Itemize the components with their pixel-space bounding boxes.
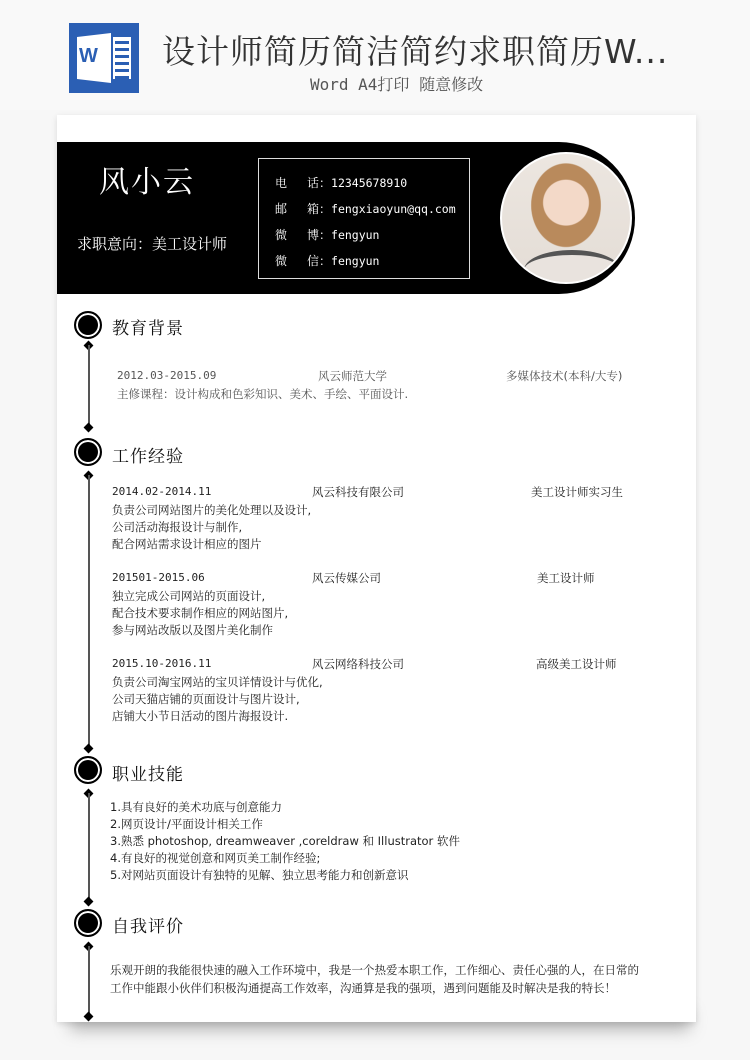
- document-subtitle: Word A4打印 随意修改: [310, 75, 484, 94]
- job-role: 美工设计师: [537, 571, 595, 585]
- job-period: 2015.10-2016.11: [112, 657, 212, 670]
- job-duty: 店铺大小节日活动的图片海报设计.: [112, 709, 289, 723]
- section-title-work: 工作经验: [112, 447, 184, 467]
- section-title-education: 教育背景: [112, 319, 184, 339]
- job-company: 风云网络科技公司: [312, 657, 404, 671]
- job-duty: 独立完成公司网站的页面设计,: [112, 589, 266, 603]
- contact-email: 邮 箱：fengxiaoyun@qq.com: [275, 202, 456, 216]
- contact-phone: 电 话：12345678910: [275, 176, 408, 190]
- job-role: 高级美工设计师: [536, 657, 617, 671]
- timeline-line: [88, 946, 90, 1016]
- skill-item: 1.具有良好的美术功底与创意能力: [110, 800, 282, 814]
- section-title-skills: 职业技能: [112, 765, 184, 785]
- preview-header: [0, 0, 750, 110]
- document-title: 设计师简历简洁简约求职简历W...: [162, 32, 669, 71]
- self-eval-line: 工作中能跟小伙伴们积极沟通提高工作效率，沟通算是我的强项，遇到问题能及时解决是我的特长！: [110, 981, 616, 995]
- timeline-dot: [84, 423, 94, 433]
- education-courses: 主修课程：设计构成和色彩知识、美术、手绘、平面设计.: [117, 387, 409, 401]
- job-period: 2014.02-2014.11: [112, 485, 212, 498]
- timeline-line: [88, 793, 90, 901]
- timeline-dot: [84, 897, 94, 907]
- job-company: 风云传媒公司: [312, 571, 381, 585]
- education-period: 2012.03-2015.09: [117, 369, 217, 382]
- job-period: 201501-2015.06: [112, 571, 205, 584]
- skill-item: 5.对网站页面设计有独特的见解、独立思考能力和创新意识: [110, 868, 409, 882]
- section-title-self-eval: 自我评价: [112, 917, 184, 937]
- job-duty: 公司活动海报设计与制作,: [112, 520, 243, 534]
- skill-item: 2.网页设计/平面设计相关工作: [110, 817, 263, 831]
- job-duty: 公司天猫店铺的页面设计与图片设计,: [112, 692, 300, 706]
- skill-item: 4.有良好的视觉创意和网页美工制作经验;: [110, 851, 321, 865]
- timeline-node-work: [74, 438, 102, 466]
- timeline-line: [88, 475, 90, 748]
- word-doc-icon: W: [69, 23, 139, 93]
- job-duty: 负责公司网站图片的美化处理以及设计,: [112, 503, 312, 517]
- timeline-node-self-eval: [74, 909, 102, 937]
- timeline-dot: [84, 1012, 94, 1022]
- job-company: 风云科技有限公司: [312, 485, 404, 499]
- job-duty: 配合网站需求设计相应的图片: [112, 537, 262, 551]
- contact-box: [258, 158, 470, 279]
- education-major: 多媒体技术(本科/大专): [506, 369, 623, 383]
- job-role: 美工设计师实习生: [531, 485, 623, 499]
- job-duty: 参与网站改版以及图片美化制作: [112, 623, 273, 637]
- timeline-node-education: [74, 311, 102, 339]
- contact-weibo: 微 博：fengyun: [275, 228, 380, 242]
- timeline-line: [88, 345, 90, 427]
- profile-photo: [500, 152, 632, 284]
- self-eval-line: 乐观开朗的我能很快速的融入工作环境中，我是一个热爱本职工作，工作细心、责任心强的人，在日常的: [110, 963, 639, 977]
- timeline-dot: [84, 744, 94, 754]
- resume-page: [57, 115, 696, 1022]
- job-intent: 求职意向：美工设计师: [77, 235, 228, 253]
- education-school: 风云师范大学: [318, 369, 387, 383]
- job-duty: 负责公司淘宝网站的宝贝详情设计与优化,: [112, 675, 323, 689]
- contact-wechat: 微 信：fengyun: [275, 254, 380, 268]
- timeline-node-skills: [74, 756, 102, 784]
- job-duty: 配合技术要求制作相应的网站图片,: [112, 606, 289, 620]
- candidate-name: 风小云: [99, 165, 195, 200]
- skill-item: 3.熟悉 photoshop, dreamweaver ,coreldraw 和 Illustrator 软件: [110, 834, 460, 848]
